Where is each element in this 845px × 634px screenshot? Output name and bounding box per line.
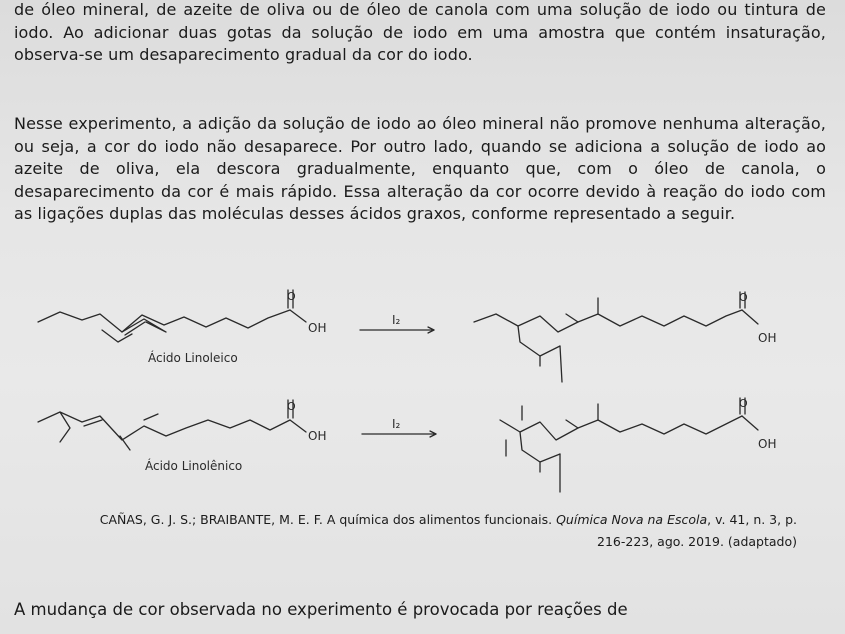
citation-line-1 [12,509,797,531]
linoleic-acid-structure [38,290,306,342]
paragraph-intro: de óleo mineral, de azeite de oliva ou de óleo de canola com uma solução de iodo ou tintura de iodo. Ao adicionar duas gotas da solução de iodo em uma amostra que contém insaturação, observa-se um desaparecimento gradual da cor do iodo. [14,0,826,65]
reaction-arrow-1 [360,327,434,333]
linoleic-product-structure [474,292,758,382]
product-oh-1: OH [758,331,777,345]
citation-authors-title: CAÑAS, G. J. S.; BRAIBANTE, M. E. F. A química dos alimentos funcionais. [99,512,557,527]
reaction-scheme [0,270,845,510]
paragraph-experiment: Nesse experimento, a adição da solução de iodo ao óleo mineral não promove nenhuma alteração, ou seja, a cor do iodo não desaparece. Por outro lado, quando se adiciona a solução de iodo ao azeite de oliva, ela descora gradualmente, enquanto que, com o óleo de canola, o desaparecimento da cor é mais rápido. Essa alteração da cor ocorre devido à reação do iodo com as ligações duplas das moléculas desses ácidos graxos, conforme representado a seguir. [14,114,826,224]
citation-line-2: 216-223, ago. 2019. (adaptado) [597,534,797,549]
reaction-arrow-2 [362,431,436,437]
acid-name-linolenic: Ácido Linolênico [145,459,243,473]
linolenic-acid-structure [38,400,306,450]
reagent-iodine-1: I₂ [392,313,401,327]
oh-label-1: OH [308,321,327,335]
product-oh-2: OH [758,437,777,451]
linolenic-product-structure [500,398,758,492]
citation [12,509,797,553]
acid-name-linoleic: Ácido Linoleico [148,351,238,365]
carbonyl-o-2: O [287,400,296,413]
product-o-1: O [739,291,748,304]
product-o-2: O [739,397,748,410]
question-stem: A mudança de cor observada no experimento é provocada por reações de [14,600,628,619]
citation-volume: , v. 41, n. 3, p. [707,512,797,527]
carbonyl-o-1: O [287,290,296,303]
reagent-iodine-2: I₂ [392,417,401,431]
oh-label-2: OH [308,429,327,443]
citation-journal: Química Nova na Escola [556,512,708,527]
